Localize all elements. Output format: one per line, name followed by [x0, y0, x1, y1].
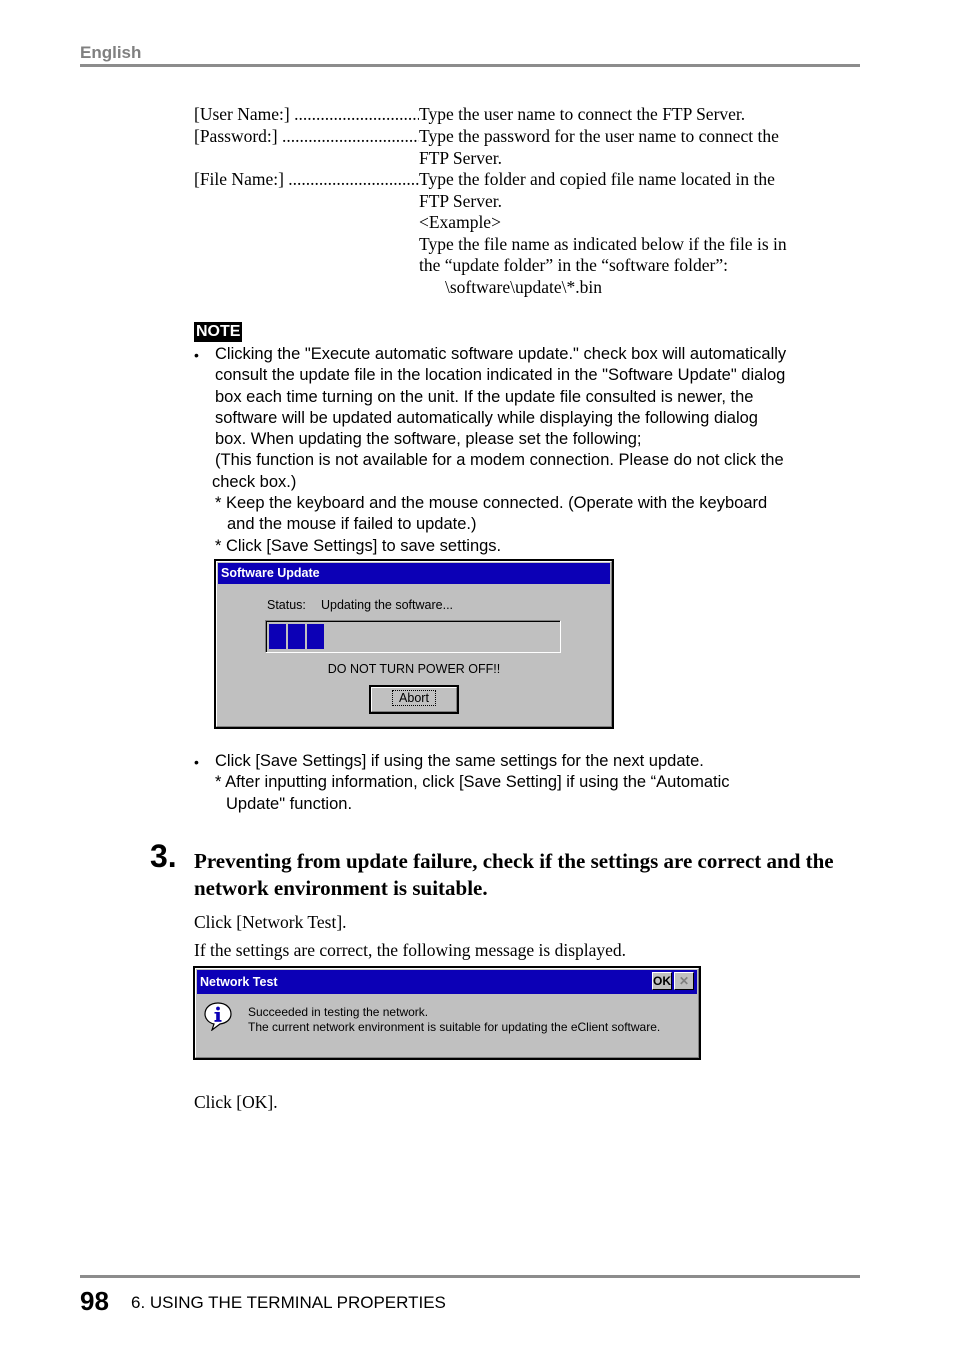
def-desc-line: Type the user name to connect the FTP Server. [419, 104, 746, 124]
def-term: [User Name:] ..... [194, 104, 419, 126]
abort-button[interactable] [369, 685, 459, 714]
dialog-titlebar: Software Update [218, 563, 610, 584]
def-desc-line: Type the folder and copied file name located in the [419, 169, 775, 189]
dialog-title: Network Test [200, 975, 278, 989]
def-term: [File Name:] ..... [194, 169, 419, 191]
status-label: Status: [267, 598, 306, 612]
def-desc-line: Type the password for the user name to connect the [419, 126, 779, 146]
instruction-click-ok: Click [OK]. [194, 1092, 278, 1112]
chapter-title: 6. USING THE TERMINAL PROPERTIES [131, 1293, 446, 1312]
progress-block [288, 624, 305, 649]
progress-block [269, 624, 286, 649]
note-line: consult the update file in the location indicated in the "Software Update" dialog [215, 366, 786, 385]
power-warning: DO NOT TURN POWER OFF!! [327, 662, 501, 676]
bullet-dot-icon: • [194, 754, 199, 770]
software-update-dialog [214, 559, 614, 729]
note-line: * Click [Save Settings] to save settings. [215, 536, 502, 555]
note-badge: NOTE [196, 323, 241, 340]
network-test-dialog [193, 966, 701, 1060]
progress-block [307, 624, 324, 649]
def-desc-line: FTP Server. [419, 147, 502, 168]
ok-button[interactable]: OK [653, 974, 671, 988]
note-line: box each time turning on the unit. If the update file consulted is newer, the [215, 387, 754, 406]
header-rule [80, 64, 860, 67]
note-bullet-2 [215, 751, 730, 815]
def-desc [419, 104, 844, 126]
instruction-message: If the settings are correct, the following message is displayed. [194, 940, 627, 960]
abort-button-label: Abort [392, 690, 436, 706]
status-value: Updating the software... [321, 598, 454, 612]
def-desc-line: FTP Server. [419, 190, 502, 211]
dialog-titlebar [197, 970, 697, 994]
progress-bar [265, 620, 561, 653]
def-term: [Password:] ..... [194, 126, 419, 148]
example-path: \software\update\*.bin [445, 276, 602, 297]
note-line: Update" function. [226, 794, 353, 813]
instruction-network-test: Click [Network Test]. [194, 912, 347, 932]
step-number: 3. [150, 838, 177, 874]
header-language: English [80, 43, 142, 62]
note-line: * After inputting information, click [Save Setting] if using the “Automatic [215, 773, 730, 792]
def-desc [419, 126, 844, 169]
abort-button-face [371, 687, 457, 712]
note-bullet-1 [212, 344, 787, 557]
note-line: check box.) [212, 472, 297, 491]
step-heading: Preventing from update failure, check if the settings are correct and the network environment is suitable. [194, 849, 834, 900]
note-line: Click [Save Settings] if using the same settings for the next update. [215, 752, 704, 770]
def-desc-line: Type the file name as indicated below if the file is in [419, 233, 787, 254]
note-line: Clicking the "Execute automatic software update." check box will automatically [215, 345, 787, 363]
note-line: box. When updating the software, please set the following; [215, 430, 642, 449]
network-message-line1: Succeeded in testing the network. [248, 1005, 429, 1019]
footer-rule [80, 1275, 860, 1278]
info-icon [203, 1001, 233, 1031]
note-line: * Keep the keyboard and the mouse connected. (Operate with the keyboard [215, 494, 768, 513]
close-icon[interactable]: ✕ [674, 972, 694, 990]
note-line: and the mouse if failed to update.) [227, 515, 477, 534]
def-desc-line: the “update folder” in the “software folder”: [419, 255, 729, 275]
page-number: 98 [80, 1286, 109, 1316]
note-line: software will be updated automatically while displaying the following dialog [215, 408, 758, 427]
network-message-line2: The current network environment is suitable for updating the eClient software. [248, 1020, 661, 1034]
bullet-dot-icon: • [194, 347, 199, 363]
def-desc-line: <Example> [419, 212, 501, 232]
def-desc [419, 169, 844, 298]
note-line: (This function is not available for a modem connection. Please do not click the [215, 451, 784, 470]
